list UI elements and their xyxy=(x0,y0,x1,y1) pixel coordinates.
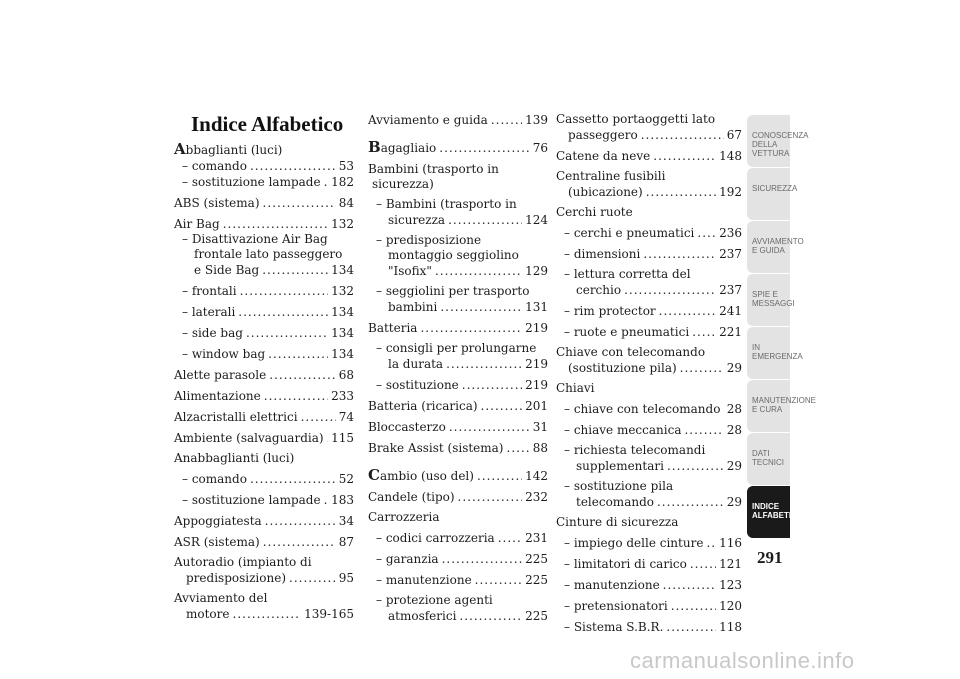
index-subentry-cont: cerchio ..... 237 xyxy=(556,282,742,298)
index-subentry: – side bag ..... 134 xyxy=(174,325,354,341)
index-subentry-cont: e Side Bag ..... 134 xyxy=(174,262,354,278)
index-entry: Candele (tipo) ..... 232 xyxy=(368,489,548,505)
index-column-1 xyxy=(174,142,354,622)
index-subentry-cont: bambini ..... 131 xyxy=(368,299,548,315)
index-subentry: – comando ..... 52 xyxy=(174,471,354,487)
page-number: 291 xyxy=(757,548,783,567)
index-subentry: – comando ..... 53 xyxy=(174,158,354,174)
index-entry: Cassetto portaoggetti lato xyxy=(556,112,716,126)
index-subentry: – sostituzione lampade ..... 183 xyxy=(174,492,354,508)
index-entry-cont: predisposizione) ..... 95 xyxy=(174,570,354,586)
index-entry: Avviamento e guida ..... 139 xyxy=(368,112,548,128)
index-entry: Air Bag ..... 132 xyxy=(174,216,354,232)
index-subentry: – Bambini (trasporto in xyxy=(376,197,517,211)
index-subentry-cont: atmosferici ..... 225 xyxy=(368,608,548,624)
index-entry: Cambio (uso del) ..... 142 xyxy=(368,466,548,484)
index-subentry: – impiego delle cinture ..... 116 xyxy=(556,535,742,551)
index-subentry: – window bag ..... 134 xyxy=(174,346,354,362)
index-entry: Alimentazione ..... 233 xyxy=(174,388,354,404)
index-subentry: – Sistema S.B.R. ..... 118 xyxy=(556,619,742,635)
index-subentry: – pretensionatori ..... 120 xyxy=(556,598,742,614)
index-subentry: – cerchi e pneumatici ..... 236 xyxy=(556,225,742,241)
index-entry: Avviamento del xyxy=(174,591,268,605)
index-subentry-cont: frontale lato passeggero xyxy=(194,247,343,261)
index-subentry: – sostituzione ..... 219 xyxy=(368,377,548,393)
index-entry-cont: motore ..... 139-165 xyxy=(174,606,354,622)
index-subentry: – richiesta telecomandi xyxy=(564,443,706,457)
index-subentry: – laterali ..... 134 xyxy=(174,304,354,320)
index-entry: Appoggiatesta ..... 34 xyxy=(174,513,354,529)
index-entry: Bloccasterzo ..... 31 xyxy=(368,419,548,435)
index-entry-cont: (sostituzione pila) ..... 29 xyxy=(556,360,742,376)
index-entry: Chiave con telecomando xyxy=(556,345,706,359)
index-subentry: – frontali ..... 132 xyxy=(174,283,354,299)
index-entry: Catene da neve ..... 148 xyxy=(556,148,742,164)
index-subentry-cont: supplementari ..... 29 xyxy=(556,458,742,474)
index-entry: Autoradio (impianto di xyxy=(174,555,312,569)
index-entry: Brake Assist (sistema) ..... 88 xyxy=(368,440,548,456)
index-entry: Abbaglianti (luci) xyxy=(174,140,283,158)
index-subentry: – manutenzione ..... 225 xyxy=(368,572,548,588)
index-column-3 xyxy=(556,112,742,635)
index-entry: Carrozzeria xyxy=(368,510,440,524)
tab-conoscenza-della-vettura[interactable]: CONOSCENZA DELLA VETTURA xyxy=(747,115,790,167)
tab-manutenzione-e-cura[interactable]: MANUTENZIONE E CURA xyxy=(747,380,790,432)
index-subentry-cont: "Isofix" ..... 129 xyxy=(368,263,548,279)
index-subentry: – chiave con telecomando ..... 28 xyxy=(556,401,742,417)
index-subentry: – sostituzione lampade ..... 182 xyxy=(174,174,354,190)
index-entry: ASR (sistema) ..... 87 xyxy=(174,534,354,550)
index-entry-cont: passeggero ..... 67 xyxy=(556,127,742,143)
index-entry: Bagagliaio ..... 76 xyxy=(368,138,548,156)
index-subentry: – seggiolini per trasporto xyxy=(376,284,530,298)
index-subentry: – sostituzione pila xyxy=(564,479,674,493)
index-entry: Cerchi ruote xyxy=(556,205,633,219)
index-subentry: – chiave meccanica ..... 28 xyxy=(556,422,742,438)
index-subentry: – garanzia ..... 225 xyxy=(368,551,548,567)
tab-spie-e-messaggi[interactable]: SPIE E MESSAGGI xyxy=(747,274,790,326)
index-subentry-cont: la durata ..... 219 xyxy=(368,356,548,372)
index-column-2 xyxy=(368,112,548,624)
index-subentry: – manutenzione ..... 123 xyxy=(556,577,742,593)
index-subentry: – lettura corretta del xyxy=(564,267,691,281)
index-subentry-cont: montaggio seggiolino xyxy=(388,248,519,262)
tab-sicurezza[interactable]: SICUREZZA xyxy=(747,168,790,220)
index-entry: Batteria ..... 219 xyxy=(368,320,548,336)
index-subentry-cont: telecomando ..... 29 xyxy=(556,494,742,510)
index-subentry-cont: sicurezza ..... 124 xyxy=(368,212,548,228)
index-subentry: – predisposizione xyxy=(376,233,482,247)
index-entry-cont: (ubicazione) ..... 192 xyxy=(556,184,742,200)
index-entry: Cinture di sicurezza xyxy=(556,515,679,529)
index-subentry: – protezione agenti xyxy=(376,593,493,607)
index-subentry: – dimensioni ..... 237 xyxy=(556,246,742,262)
index-entry: Centraline fusibili xyxy=(556,169,666,183)
index-entry: Alzacristalli elettrici ..... 74 xyxy=(174,409,354,425)
tab-in-emergenza[interactable]: IN EMERGENZA xyxy=(747,327,790,379)
index-entry: Alette parasole ..... 68 xyxy=(174,367,354,383)
chapter-tabs xyxy=(747,115,816,539)
index-entry: Ambiente (salvaguardia) ..... 115 xyxy=(174,430,354,446)
index-subentry: – codici carrozzeria ..... 231 xyxy=(368,530,548,546)
index-subentry: – Disattivazione Air Bag xyxy=(182,232,328,246)
index-entry: Anabbaglianti (luci) xyxy=(174,451,295,465)
index-entry: Chiavi xyxy=(556,381,595,395)
index-entry-cont: sicurezza) xyxy=(372,177,434,191)
index-entry: Bambini (trasporto in xyxy=(368,162,499,176)
tab-dati-tecnici[interactable]: DATI TECNICI xyxy=(747,433,790,485)
tab-indice-alfabetico[interactable]: INDICE ALFABETICO xyxy=(747,486,790,538)
index-subentry: – limitatori di carico ..... 121 xyxy=(556,556,742,572)
index-subentry: – rim protector ..... 241 xyxy=(556,303,742,319)
page-title: Indice Alfabetico xyxy=(191,112,344,136)
index-entry: Batteria (ricarica) ..... 201 xyxy=(368,398,548,414)
index-entry: ABS (sistema) ..... 84 xyxy=(174,195,354,211)
index-subentry: – ruote e pneumatici ..... 221 xyxy=(556,324,742,340)
tab-avviamento-e-guida[interactable]: AVVIAMENTO E GUIDA xyxy=(747,221,790,273)
watermark: carmanualsonline.info xyxy=(630,648,855,673)
index-subentry: – consigli per prolungarne xyxy=(376,341,537,355)
